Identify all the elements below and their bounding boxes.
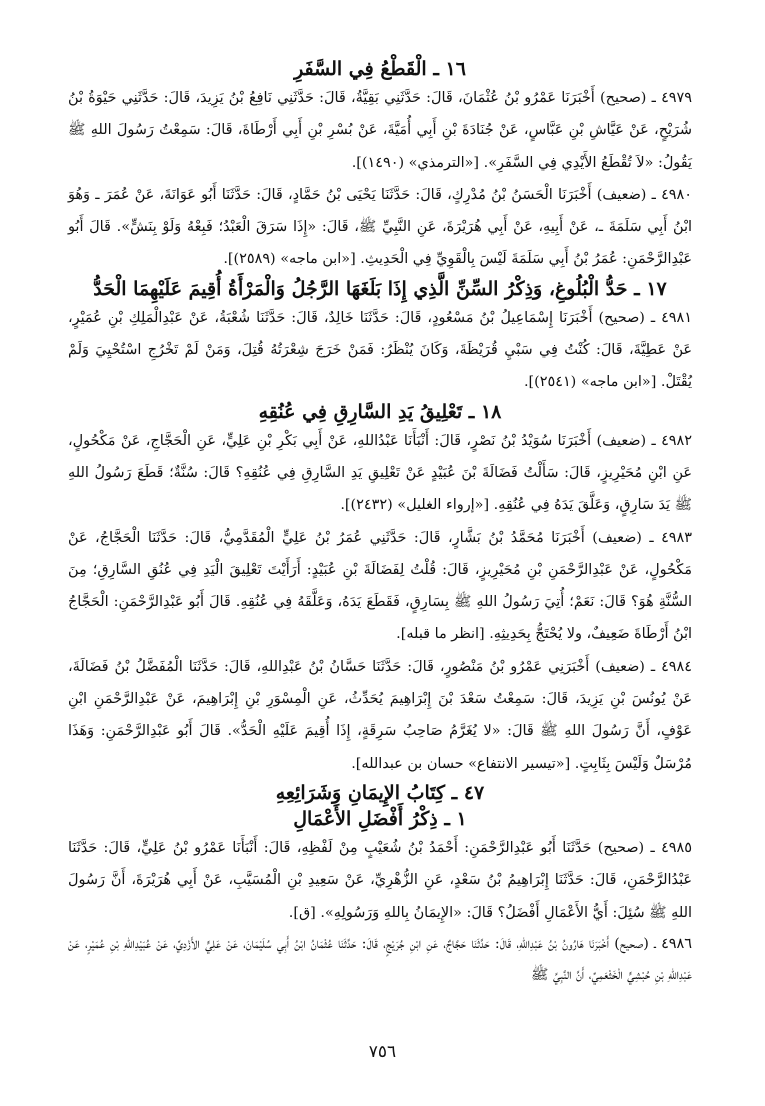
- hadith-4983: ٤٩٨٣ ـ (ضعيف) أَخْبَرَنَا مُحَمَّدُ بْنُ بَشَّارٍ، قَالَ: حَدَّثَنِي عُمَرُ بْنُ عَلِيٍّ الْمُقَدَّمِيُّ، قَالَ: حَدَّثَنَا الْحَجَّاجُ، عَنْ مَكْحُولٍ، عَنْ عَبْدِالرَّحْمَنِ بْنِ مُحَيْرِيزٍ، قَالَ: قُلْتُ لِفَضَالَةَ بْنِ عُبَيْدٍ: أَرَأَيْتَ تَعْلِيقَ الْيَدِ فِي عُنُقِ السَّارِقِ؛ مِنَ السُّنَّةِ هُوَ؟ قَالَ: نَعَمْ؛ أُتِيَ رَسُولُ اللهِ ﷺ بِسَارِقٍ، فَقَطَعَ يَدَهُ، وَعَلَّقَهُ فِي عُنُقِهِ. قَالَ أَبُو عَبْدِالرَّحْمَنِ: الْحَجَّاجُ ابْنُ أَرْطَاةَ ضَعِيفٌ، ولا يُحْتَجُّ بِحَدِيثِهِ. [انظر ما قبله].: [68, 529, 692, 643]
- page-number: ٧٥٦: [368, 1042, 397, 1062]
- heading-17: ١٧ ـ حَدُّ الْبُلُوغِ، وَذِكْرُ السِّنِّ الَّذِي إِذَا بَلَغَهَا الرَّجُلُ وَالْمَرْأَةُ أُقِيمَ عَلَيْهِمَا الْحَدُّ: [93, 277, 667, 300]
- page-body: [68, 56, 692, 992]
- heading-1: ١ ـ ذِكْرُ أَفْضَلِ الأَعْمَالِ: [293, 807, 467, 830]
- hadith-4981: ٤٩٨١ ـ (صحيح) أَخْبَرَنَا إِسْمَاعِيلُ بْنُ مَسْعُودٍ، قَالَ: حَدَّثَنَا خَالِدٌ، قَالَ: حَدَّثَنَا شُعْبَةُ، عَنْ عَبْدِالْمَلِكِ بْنِ عُمَيْرٍ، عَنْ عَطِيَّةَ، قَالَ: كُنْتُ فِي سَبْيِ قُرَيْظَةَ، وَكَانَ يُنْظَرُ: فَمَنْ خَرَجَ شِعْرَتُهُ قُتِلَ، وَمَنْ لَمْ تَخْرُجِ اسْتُحْيِيَ وَلَمْ يُقْتَلْ. [«ابن ماجه» (٢٥٤١)].: [68, 309, 692, 391]
- hadith-4980: ٤٩٨٠ ـ (ضعيف) أَخْبَرَنَا الْحَسَنُ بْنُ مُدْرِكٍ، قَالَ: حَدَّثَنَا يَحْيَى بْنُ حَمَّادٍ، قَالَ: حَدَّثَنَا أَبُو عَوَانَةَ، عَنْ عُمَرَ ـ وَهُوَ ابْنُ أَبِي سَلَمَةَ ـ، عَنْ أَبِيهِ، عَنْ أَبِي هُرَيْرَةَ، عَنِ النَّبِيِّ ﷺ، قَالَ: «إِذَا سَرَقَ الْعَبْدُ؛ فَبِعْهُ وَلَوْ بِنَشٍّ». قَالَ أَبُو عَبْدِالرَّحْمَنِ: عُمَرُ بْنُ أَبِي سَلَمَةَ لَيْسَ بِالْقَوِيِّ فِي الْحَدِيثِ. [«ابن ماجه» (٢٥٨٩)].: [68, 186, 692, 268]
- hadith-4986: ٤٩٨٦ ـ (صحيح) أَخْبَرَنَا هَارُونُ بْنُ عَبْدِاللهِ، قَالَ: حَدَّثَنَا حَجَّاجٌ، عَنِ ابْنِ جُرَيْجٍ، قَالَ: حَدَّثَنَا عُثْمَانُ ابْنُ أَبِي سُلَيْمَانَ، عَنْ عَلِيٍّ الأَزْدِيِّ، عَنْ عُبَيْدِاللهِ بْنِ عُمَيْرٍ، عَنْ عَبْدِاللهِ بْنِ حُبْشِيٍّ الْخَثْعَمِيِّ، أَنَّ النَّبِيَّ ﷺ: [68, 935, 692, 984]
- heading-16: ١٦ ـ الْقَطْعُ فِي السَّفَرِ: [294, 58, 466, 80]
- heading-book-47: ٤٧ ـ كِتَابُ الإِيمَانِ وَشَرَائِعِهِ: [275, 781, 485, 804]
- heading-18: ١٨ ـ تَعْلِيقُ يَدِ السَّارِقِ فِي عُنُقِهِ: [258, 400, 502, 423]
- hadith-4982: ٤٩٨٢ ـ (ضعيف) أَخْبَرَنَا سُوَيْدُ بْنُ نَصْرٍ، قَالَ: أَنْبَأَنَا عَبْدُاللهِ، عَنْ أَبِي بَكْرِ بْنِ عَلِيٍّ، عَنِ الْحَجَّاجِ، عَنْ مَكْحُولٍ، عَنِ ابْنِ مُحَيْرِيزٍ، قَالَ: سَأَلْتُ فَضَالَةَ بْنَ عُبَيْدٍ عَنْ تَعْلِيقِ يَدِ السَّارِقِ فِي عُنُقِهِ؟ قَالَ: سُنَّةٌ؛ قَطَعَ رَسُولُ اللهِ ﷺ يَدَ سَارِقٍ، وَعَلَّقَ يَدَهُ فِي عُنُقِهِ. [«إرواء الغليل» (٢٤٣٢)].: [68, 432, 692, 514]
- hadith-4979: ٤٩٧٩ ـ (صحيح) أَخْبَرَنَا عَمْرُو بْنُ عُثْمَانَ، قَالَ: حَدَّثَنِي بَقِيَّةُ، قَالَ: حَدَّثَنِي نَافِعُ بْنُ يَزِيدَ، قَالَ: حَدَّثَنِي حَيْوَةُ بْنُ شُرَيْحٍ، عَنْ عَيَّاشِ بْنِ عَبَّاسٍ، عَنْ جُنَادَةَ بْنِ أَبِي أُمَيَّةَ، عَنْ بُسْرِ بْنِ أَبِي أَرْطَاةَ، قَالَ: سَمِعْتُ رَسُولَ اللهِ ﷺ يَقُولُ: «لاَ تُقْطَعُ الأَيْدِي فِي السَّفَرِ». [«الترمذي» (١٤٩٠)].: [68, 90, 692, 171]
- hadith-4984: ٤٩٨٤ ـ (ضعيف) أَخْبَرَنِي عَمْرُو بْنُ مَنْصُورٍ، قَالَ: حَدَّثَنَا حَسَّانُ بْنُ عَبْدِاللهِ، قَالَ: حَدَّثَنَا الْمُفَضَّلُ بْنُ فَضَالَةَ، عَنْ يُونُسَ بْنِ يَزِيدَ، قَالَ: سَمِعْتُ سَعْدَ بْنَ إِبْرَاهِيمَ يُحَدِّثُ، عَنِ الْمِسْوَرِ بْنِ إِبْرَاهِيمَ، عَنْ عَبْدِالرَّحْمَنِ ابْنِ عَوْفٍ، أَنَّ رَسُولَ اللهِ ﷺ قَالَ: «لا يُغَرَّمُ صَاحِبُ سَرِقَةٍ، إِذَا أُقِيمَ عَلَيْهِ الْحَدُّ». قَالَ أَبُو عَبْدِالرَّحْمَنِ: وَهَذَا مُرْسَلٌ وَلَيْسَ بِثَابِتٍ. [«تيسير الانتفاع» حسان بن عبدالله].: [68, 658, 692, 772]
- hadith-4985: ٤٩٨٥ ـ (صحيح) حَدَّثَنَا أَبُو عَبْدِالرَّحْمَنِ: أَحْمَدُ بْنُ شُعَيْبٍ مِنْ لَفْظِهِ، قَالَ: أَنْبَأَنَا عَمْرُو بْنُ عَلِيٍّ، قَالَ: حَدَّثَنَا عَبْدُالرَّحْمَنِ، قَالَ: حَدَّثَنَا إِبْرَاهِيمُ بْنُ سَعْدٍ، عَنِ الزُّهْرِيِّ، عَنْ سَعِيدِ بْنِ الْمُسَيَّبِ، عَنْ أَبِي هُرَيْرَةَ، أَنَّ رَسُولَ اللهِ ﷺ سُئِلَ: أَيُّ الأَعْمَالِ أَفْضَلُ؟ قَالَ: «الإِيمَانُ بِاللهِ وَرَسُولِهِ». [ق].: [68, 839, 692, 921]
